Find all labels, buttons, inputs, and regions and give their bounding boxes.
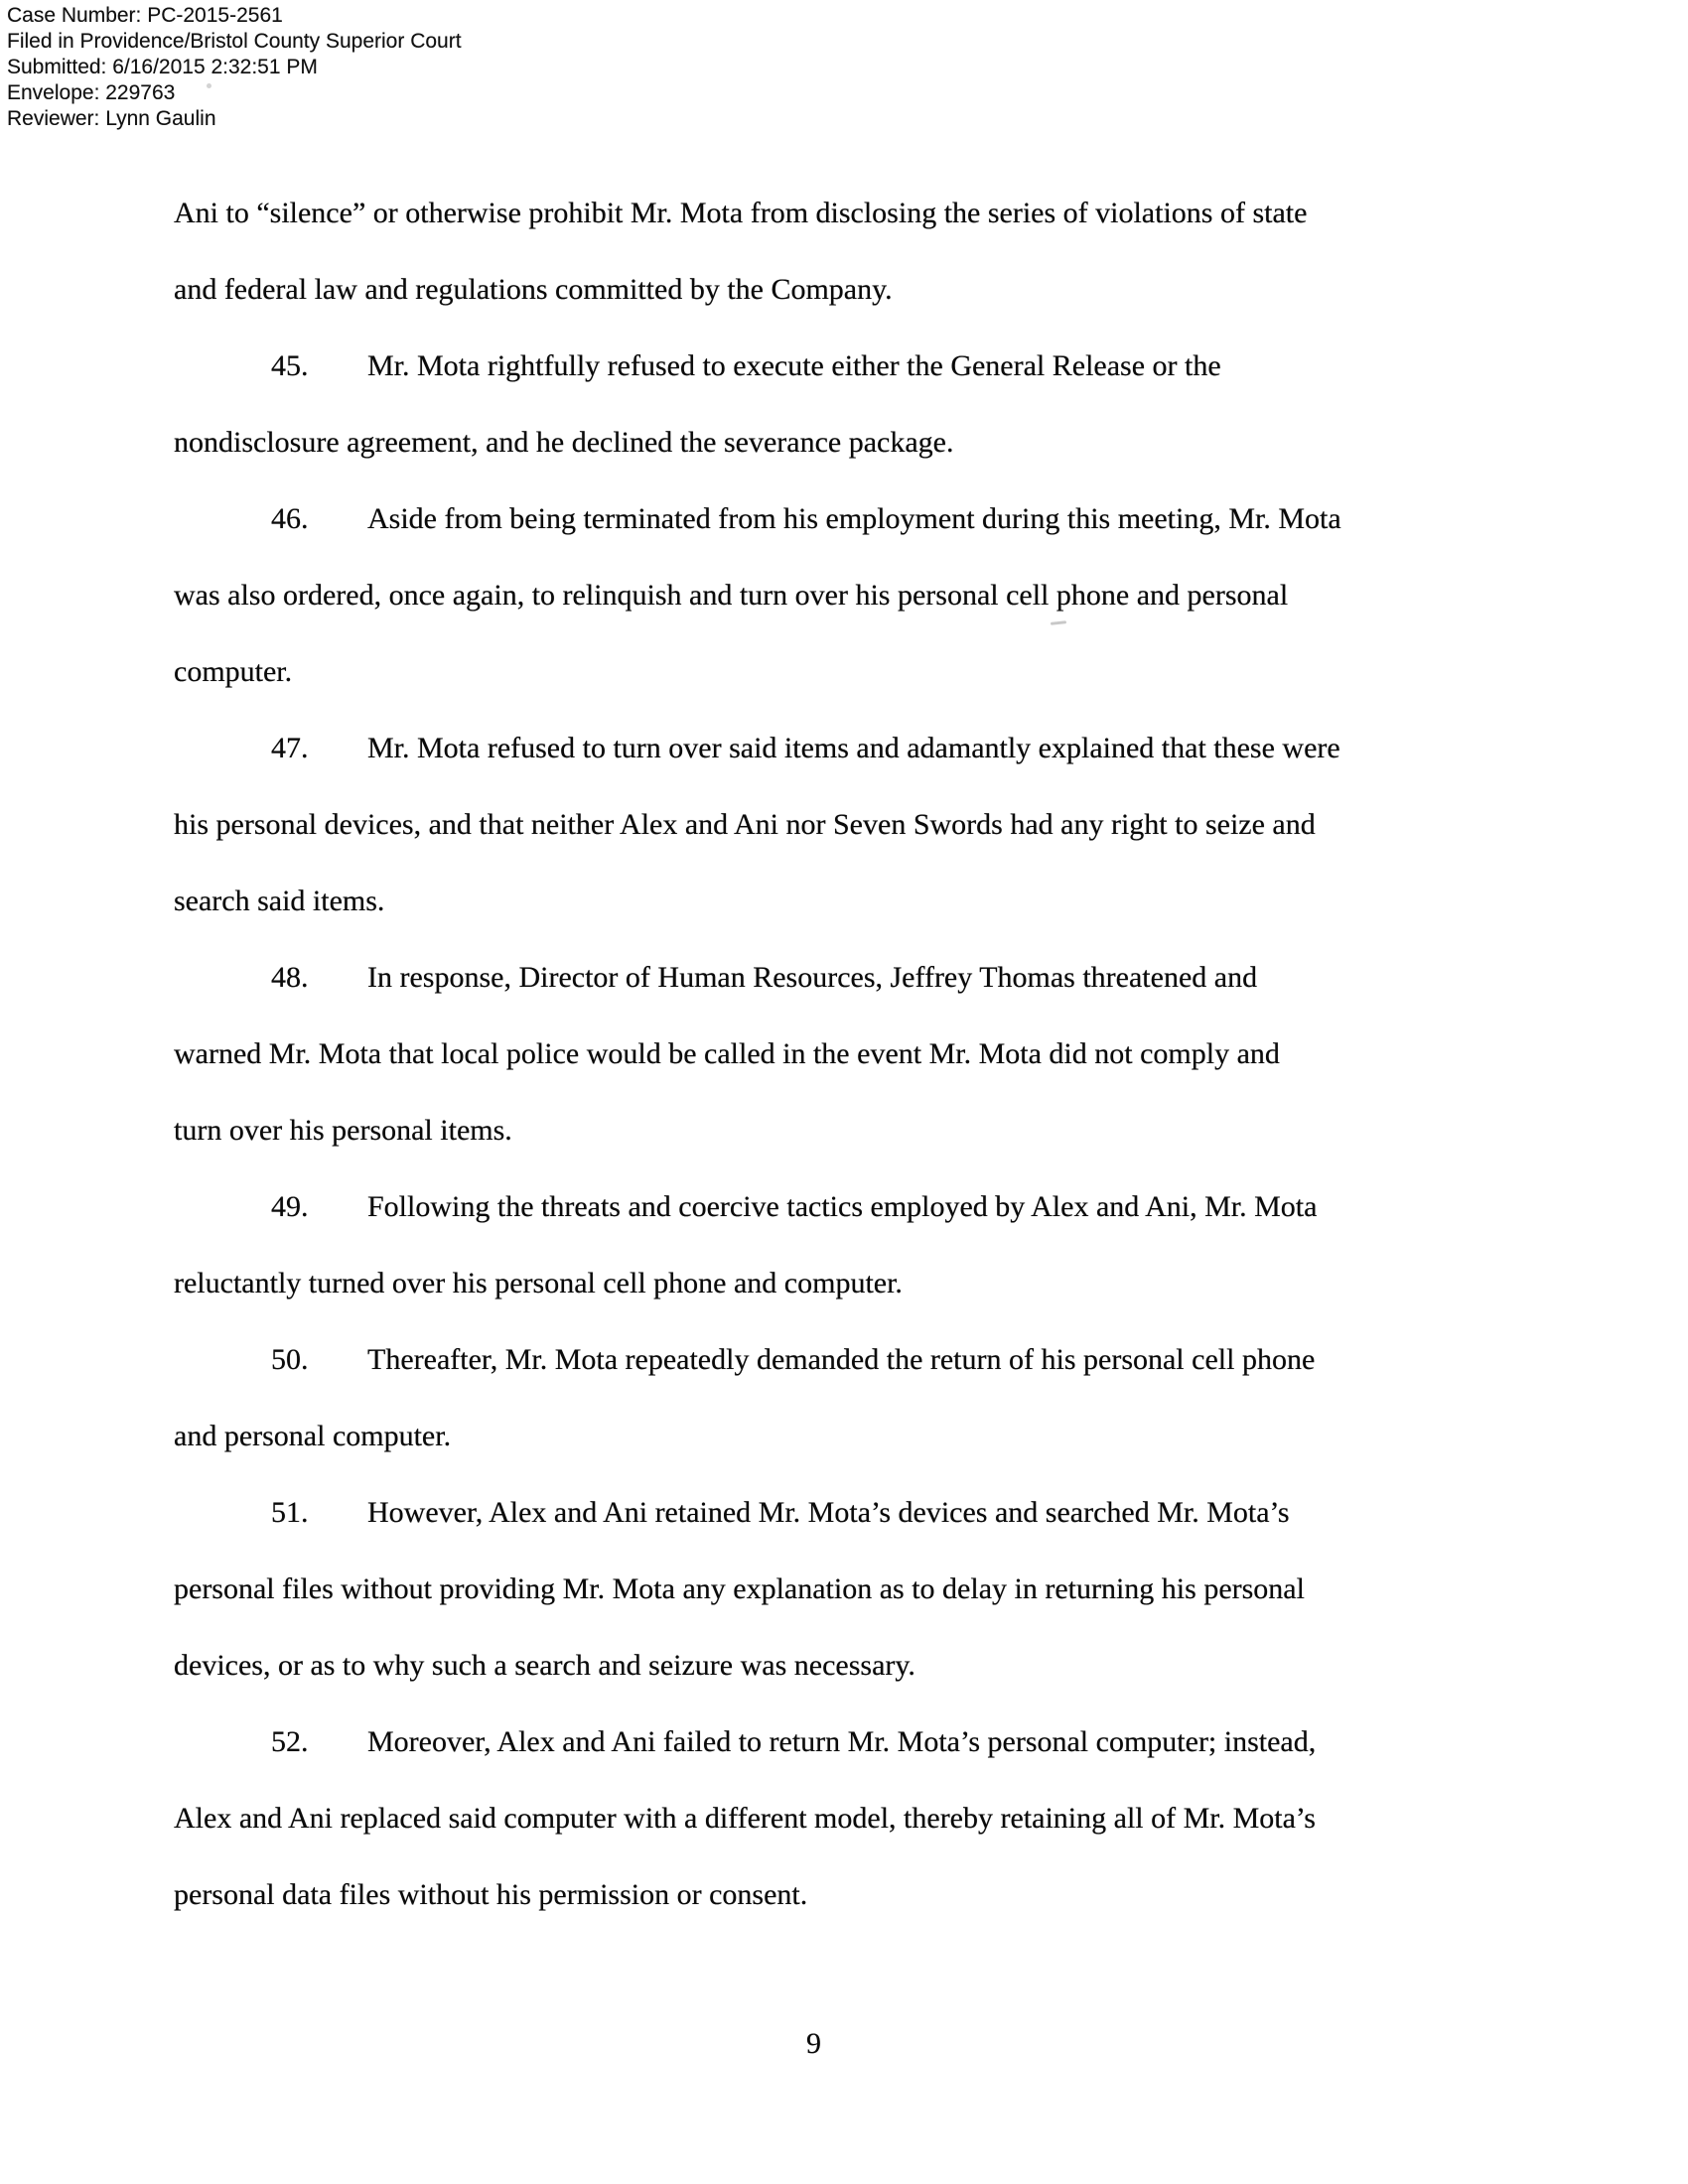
line-text: reluctantly turned over his personal cell phone and computer.: [174, 1267, 903, 1299]
document-line: [174, 1092, 1341, 1168]
document-line: [174, 1398, 1341, 1474]
document-line: [174, 1551, 1341, 1627]
document-line: [174, 251, 1341, 328]
paragraph-first-line: [174, 939, 1341, 1016]
paragraph-first-line: [174, 480, 1341, 557]
line-text: and personal computer.: [174, 1420, 452, 1452]
document-line: [174, 557, 1341, 633]
line-text: and federal law and regulations committed by the Company.: [174, 273, 893, 306]
paragraph-first-line: [174, 1321, 1341, 1398]
paragraph-first-line: [174, 1168, 1341, 1245]
scan-artifact: [207, 83, 211, 88]
paragraph-number: 51.: [271, 1496, 309, 1529]
line-text: Mr. Mota rightfully refused to execute either the General Release or the: [367, 349, 1221, 382]
document-line: [174, 786, 1341, 863]
document-line: [174, 1245, 1341, 1321]
document-body: [174, 175, 1341, 1933]
paragraph-first-line: [174, 328, 1341, 404]
line-text: computer.: [174, 655, 293, 688]
line-text: warned Mr. Mota that local police would be called in the event Mr. Mota did not comply and: [174, 1037, 1280, 1070]
line-text: Alex and Ani replaced said computer with a different model, thereby retaining all of Mr. Mota’s: [174, 1802, 1316, 1835]
line-text: Ani to “silence” or otherwise prohibit Mr. Mota from disclosing the series of violations of state: [174, 197, 1308, 229]
paragraph-number: 46.: [271, 502, 309, 535]
stamp-line: Envelope: 229763: [7, 81, 176, 104]
document-line: [174, 1627, 1341, 1704]
paragraph-first-line: [174, 1704, 1341, 1780]
paragraph-first-line: [174, 710, 1341, 786]
line-text: devices, or as to why such a search and seizure was necessary.: [174, 1649, 915, 1682]
paragraph-number: 45.: [271, 349, 309, 382]
line-text: nondisclosure agreement, and he declined the severance package.: [174, 426, 954, 459]
document-line: [174, 1016, 1341, 1092]
document-line: [174, 863, 1341, 939]
document-line: [174, 404, 1341, 480]
document-line: [174, 633, 1341, 710]
line-text: personal files without providing Mr. Mota any explanation as to delay in returning his personal: [174, 1572, 1305, 1605]
stamp-line: Reviewer: Lynn Gaulin: [7, 107, 216, 130]
line-text: Mr. Mota refused to turn over said items and adamantly explained that these were: [367, 732, 1340, 764]
line-text: Aside from being terminated from his employment during this meeting, Mr. Mota: [367, 502, 1341, 535]
paragraph-first-line: [174, 1474, 1341, 1551]
document-line: [174, 1780, 1341, 1856]
paragraph-number: 47.: [271, 732, 309, 764]
line-text: Thereafter, Mr. Mota repeatedly demanded the return of his personal cell phone: [367, 1343, 1316, 1376]
line-text: personal data files without his permission or consent.: [174, 1878, 808, 1911]
line-text: was also ordered, once again, to relinquish and turn over his personal cell phone and personal: [174, 579, 1289, 612]
line-text: However, Alex and Ani retained Mr. Mota’s devices and searched Mr. Mota’s: [367, 1496, 1290, 1529]
page-number: 9: [806, 2027, 821, 2060]
line-text: Moreover, Alex and Ani failed to return Mr. Mota’s personal computer; instead,: [367, 1725, 1317, 1758]
line-text: search said items.: [174, 885, 385, 917]
document-line: [174, 1856, 1341, 1933]
line-text: In response, Director of Human Resources, Jeffrey Thomas threatened and: [367, 961, 1258, 994]
efiling-stamp: [7, 3, 462, 132]
line-text: turn over his personal items.: [174, 1114, 512, 1147]
line-text: his personal devices, and that neither Alex and Ani nor Seven Swords had any right to seize and: [174, 808, 1316, 841]
paragraph-number: 49.: [271, 1190, 309, 1223]
stamp-line: Submitted: 6/16/2015 2:32:51 PM: [7, 56, 318, 78]
stamp-line: Filed in Providence/Bristol County Superior Court: [7, 30, 462, 53]
paragraph-number: 52.: [271, 1725, 309, 1758]
stamp-line: Case Number: PC-2015-2561: [7, 4, 283, 27]
line-text: Following the threats and coercive tactics employed by Alex and Ani, Mr. Mota: [367, 1190, 1318, 1223]
paragraph-number: 50.: [271, 1343, 309, 1376]
document-line: [174, 175, 1341, 251]
paragraph-number: 48.: [271, 961, 309, 994]
